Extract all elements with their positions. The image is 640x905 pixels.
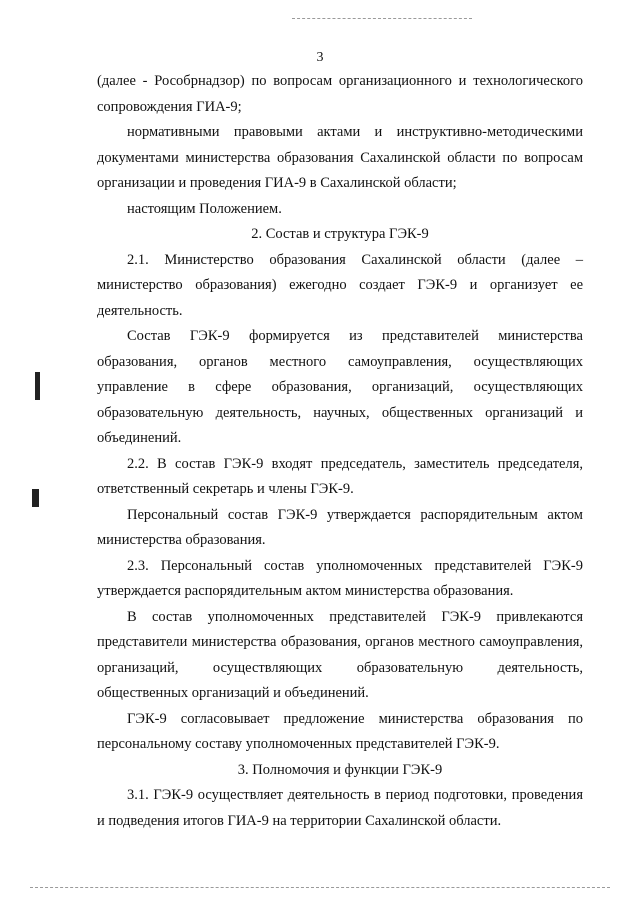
paragraph: В состав уполномоченных представителей ГЭК-9 привлекаются представители министерства образования, органов местного самоуправления, организаций, осуществляющих образовательную деятельность, общественных организаций и объединений. — [97, 608, 583, 701]
paragraph: 2.2. В состав ГЭК-9 входят председатель, заместитель председателя, ответственный секретарь и члены ГЭК-9. — [97, 455, 583, 497]
paragraph: нормативными правовыми актами и инструктивно-методическими документами министерства образования Сахалинской области по вопросам организации и проведения ГИА-9 в Сахалинской области; — [97, 124, 583, 191]
scan-artifact-top-line — [292, 18, 472, 19]
page-number: 3 — [316, 50, 324, 65]
document-body — [97, 69, 583, 834]
section-heading: 3. Полномочия и функции ГЭК-9 — [237, 761, 443, 778]
paragraph: (далее - Рособрнадзор) по вопросам организационного и технологического сопровождения ГИА-9; — [97, 73, 583, 115]
paragraph: 2.1. Министерство образования Сахалинской области (далее – министерство образования) ежегодно создает ГЭК-9 и организует ее деятельность. — [97, 251, 583, 319]
paragraph: 2.3. Персональный состав уполномоченных представителей ГЭК-9 утверждается распорядительным актом министерства образования. — [97, 557, 583, 599]
section-heading: 2. Состав и структура ГЭК-9 — [251, 226, 429, 242]
paragraph: 3.1. ГЭК-9 осуществляет деятельность в период подготовки, проведения и подведения итогов ГИА-9 на территории Сахалинской области. — [97, 787, 583, 829]
paragraph: ГЭК-9 согласовывает предложение министерства образования по персональному составу уполномоченных представителей ГЭК-9. — [97, 710, 583, 752]
paragraph: настоящим Положением. — [127, 200, 282, 217]
paragraph: Состав ГЭК-9 формируется из представителей министерства образования, органов местного самоуправления, осуществляющих управление в сфере образования, организаций, осуществляющих образовательную деятельность, научных, общественных организаций и объединений. — [97, 328, 583, 446]
paragraph: Персональный состав ГЭК-9 утверждается распорядительным актом министерства образования. — [97, 506, 583, 548]
scan-artifact-bottom-line — [30, 887, 610, 888]
margin-hole-mark — [35, 372, 40, 400]
margin-hole-mark — [32, 489, 39, 507]
